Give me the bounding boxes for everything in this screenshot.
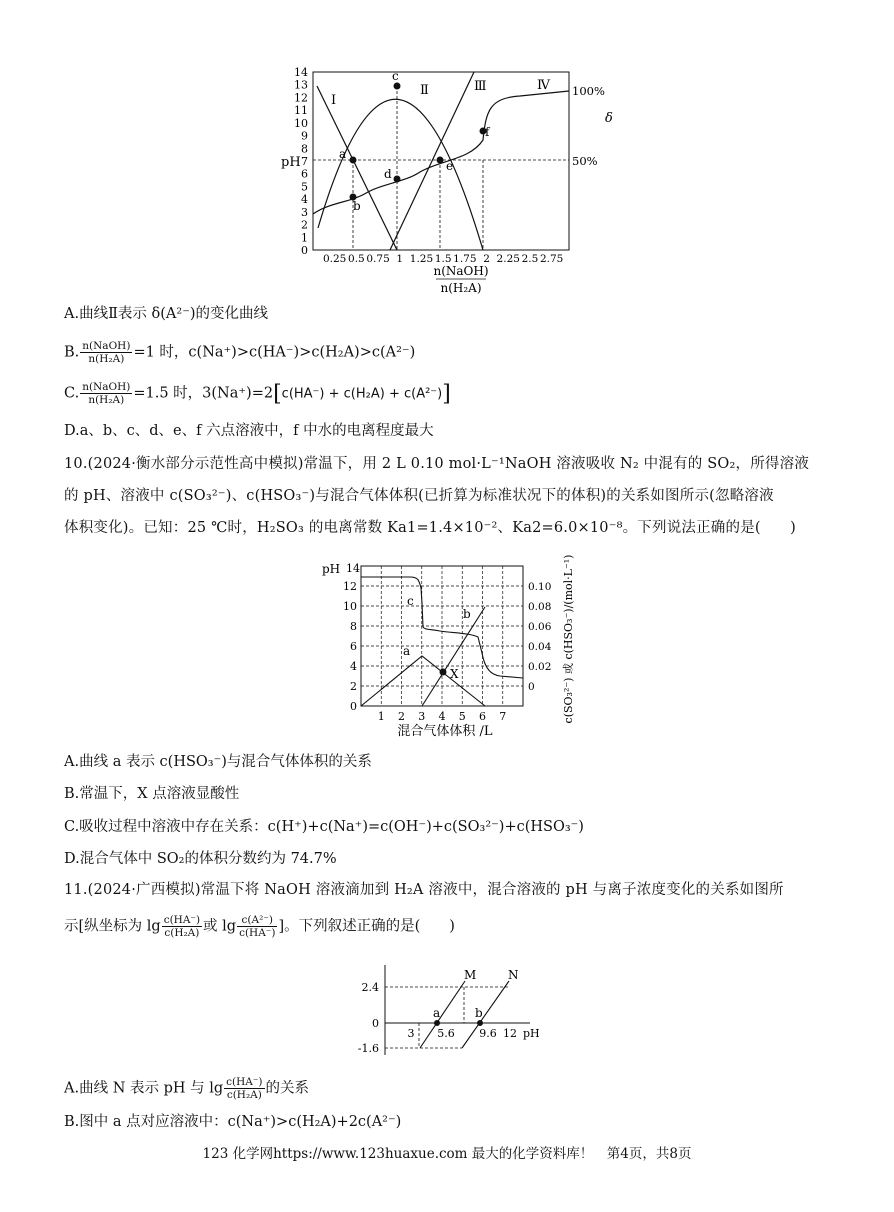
q9-option-a: A.曲线Ⅱ表示 δ(A²⁻)的变化曲线 — [64, 306, 269, 322]
fig1-xtick: 1.25 — [409, 253, 434, 265]
q9-option-c: C. $\frac{\text{n(NaOH)}}{\text{n(H₂A)}}$ =1.5 时，3(Na⁺)=2[c(HA⁻) + c(H₂A) + c(A²⁻)] — [64, 381, 451, 407]
fig2-xlabel: 混合气体体积 /L — [397, 724, 493, 739]
fig1-xtick: 0.25 — [322, 253, 347, 265]
q10-option-b: B.常温下，X 点溶液显酸性 — [64, 786, 240, 802]
fig3-ytick-neg1.6: -1.6 — [357, 1042, 379, 1055]
fig1-ytick: 5 — [301, 180, 308, 194]
q11-stem-2: 示[纵坐标为 lg $\frac{c(HA^-)}{\text{c(H₂A)}}$ 或 lg $\frac{\text{c(A²⁻)}}{c(HA^-)}$ ]。下列叙述正确的是( ) — [64, 914, 455, 939]
curve-label-I: Ⅰ — [331, 93, 337, 108]
fig3-label-N: N — [508, 968, 519, 982]
fig2-label-c: c — [407, 594, 414, 608]
so2-absorption-figure — [0, 555, 894, 755]
fig1-xtick: 2.5 — [521, 253, 539, 265]
fig1-ytick: 0 — [301, 244, 308, 257]
fig1-xtick: 1.75 — [453, 253, 477, 265]
fig1-xtick: 1 — [396, 253, 404, 265]
q11-option-a: A.曲线 N 表示 pH 与 lg $\frac{c(HA^-)}{\text{c(H₂A)}}$ 的关系 — [64, 1076, 310, 1101]
curve-label-IV: Ⅳ — [537, 78, 550, 93]
fig3-point-a: a — [433, 1006, 441, 1020]
fig2-rtick: 0.10 — [528, 581, 552, 593]
fig2-xtick: 2 — [398, 710, 405, 723]
fig1-ytick: 8 — [301, 142, 308, 156]
fig2-ytick: 4 — [350, 660, 357, 673]
fig1-ytick: 4 — [301, 193, 308, 207]
fig2-label-x: X — [450, 667, 459, 681]
fig1-ytick: 2 — [301, 218, 308, 232]
fig1-xlabel-den: n(H₂A) — [440, 281, 482, 295]
fig2-ylabel: pH — [322, 562, 341, 576]
fig3-xlabel: pH — [523, 1027, 540, 1040]
fig1-ytick: 6 — [301, 167, 308, 181]
q10-stem-2: 的 pH、溶液中 c(SO₃²⁻)、c(HSO₃⁻)与混合气体体积(已折算为标准状况下的体积)的关系如图所示(忽略溶液 — [64, 488, 774, 504]
right-delta-label: δ — [605, 111, 613, 126]
curve-label-II: Ⅱ — [420, 83, 429, 98]
fig2-rtick: 0.08 — [528, 601, 552, 613]
fig2-rtick: 0.04 — [528, 641, 552, 653]
point-e: e — [446, 159, 454, 173]
point-d: d — [384, 167, 392, 181]
fig3-xtick-5.6: 5.6 — [437, 1027, 455, 1040]
fig1-ylabel: pH — [281, 155, 301, 170]
q10-option-c: C.吸收过程中溶液中存在关系：c(H⁺)+c(Na⁺)=c(OH⁻)+c(SO₃²⁻)+c(HSO₃⁻) — [64, 819, 584, 835]
fig1-ytick: 11 — [294, 104, 308, 118]
page-footer: 123 化学网https://www.123huaxue.com 最大的化学资料库！ 第4页，共8页 — [202, 1146, 692, 1162]
curve-III — [390, 72, 474, 250]
fig3-xtick-9.6: 9.6 — [479, 1027, 497, 1040]
q10-stem-3: 体积变化)。已知：25 ℃时，H₂SO₃ 的电离常数 Ka1=1.4×10⁻²、Ka2=6.0×10⁻⁸。下列说法正确的是( ) — [64, 520, 797, 536]
fig2-ytick: 10 — [343, 600, 357, 613]
fig2-xtick: 1 — [377, 710, 385, 723]
q9-option-d: D.a、b、c、d、e、f 六点溶液中，f 中水的电离程度最大 — [64, 423, 434, 439]
fig2-ytick: 12 — [343, 580, 357, 593]
fig2-ytick: 2 — [350, 680, 357, 693]
fig2-xtick: 3 — [418, 710, 426, 723]
fig2-ytick: 6 — [350, 640, 357, 653]
fig3-ytick-0: 0 — [372, 1017, 379, 1030]
fig2-xtick: 6 — [479, 710, 486, 723]
fig1-xtick: 2.75 — [539, 253, 564, 265]
fig2-ytick: 14 — [346, 562, 360, 575]
fig3-xtick-12: 12 — [503, 1027, 517, 1040]
fig1-ytick: 3 — [301, 205, 308, 219]
line-b — [422, 607, 485, 706]
fig2-xtick: 5 — [458, 710, 466, 723]
fig3-label-M: M — [464, 968, 477, 982]
fig3-xtick-3: 3 — [407, 1027, 415, 1040]
fig2-label-a: a — [403, 644, 411, 658]
fig2-xtick: 7 — [499, 710, 507, 723]
fig1-xtick: 2.25 — [496, 253, 520, 265]
fig3-point-b: b — [475, 1006, 483, 1020]
point-c: c — [392, 69, 399, 83]
lg-ratio-figure — [0, 960, 894, 1070]
fig2-right-label: c(SO₃²⁻) 或 c(HSO₃⁻)/(mol·L⁻¹) — [562, 555, 575, 724]
fig1-xlabel-num: n(NaOH) — [433, 264, 489, 278]
q10-option-d: D.混合气体中 SO₂的体积分数约为 74.7% — [64, 851, 337, 867]
fig1-xtick: 1.5 — [434, 253, 452, 265]
fig1-ytick: 14 — [294, 66, 308, 79]
fig2-rtick: 0 — [528, 681, 535, 693]
titration-distribution-figure — [0, 0, 894, 300]
fig1-xtick: 0.5 — [348, 253, 365, 265]
fig2-label-b: b — [463, 607, 471, 621]
q10-stem-1: 10.(2024·衡水部分示范性高中模拟)常温下，用 2 L 0.10 mol·L⁻¹NaOH 溶液吸收 N₂ 中混有的 SO₂，所得溶液 — [64, 456, 810, 472]
line-a — [361, 656, 485, 706]
fig2-xtick: 4 — [438, 710, 446, 723]
point-a: a — [339, 147, 347, 161]
fig1-ytick: 12 — [294, 91, 308, 105]
q11-stem-1: 11.(2024·广西模拟)常温下将 NaOH 溶液滴加到 H₂A 溶液中，混合溶液的 pH 与离子浓度变化的关系如图所 — [64, 882, 784, 898]
fig2-rtick: 0.02 — [528, 661, 552, 673]
fig1-ytick: 10 — [294, 116, 308, 130]
q9-option-b: B. $\frac{\text{n(NaOH)}}{\text{n(H₂A)}}$ =1 时，c(Na⁺)>c(HA⁻)>c(H₂A)>c(A²⁻) — [64, 340, 416, 365]
fig2-rtick: 0.06 — [528, 621, 552, 633]
curve-label-III: Ⅲ — [474, 79, 487, 94]
q11-option-b: B.图中 a 点对应溶液中：c(Na⁺)>c(H₂A)+2c(A²⁻) — [64, 1114, 402, 1130]
fig1-ytick: 1 — [301, 231, 308, 245]
fig3-ytick-2.4: 2.4 — [361, 981, 379, 994]
fig1-ytick: 13 — [294, 78, 308, 92]
right-top-label: 100% — [572, 84, 605, 98]
fig1-ytick: 9 — [301, 129, 308, 143]
fig1-xtick: 0.75 — [366, 253, 390, 265]
fig1-ytick: 7 — [301, 155, 308, 168]
right-mid-label: 50% — [572, 154, 598, 168]
fig1-xtick: 2 — [483, 253, 490, 265]
fig2-ytick: 0 — [350, 700, 357, 713]
point-b: b — [353, 199, 361, 213]
fig2-ytick: 8 — [350, 620, 357, 633]
q10-option-a: A.曲线 a 表示 c(HSO₃⁻)与混合气体体积的关系 — [64, 754, 372, 770]
point-f: f — [485, 125, 490, 139]
